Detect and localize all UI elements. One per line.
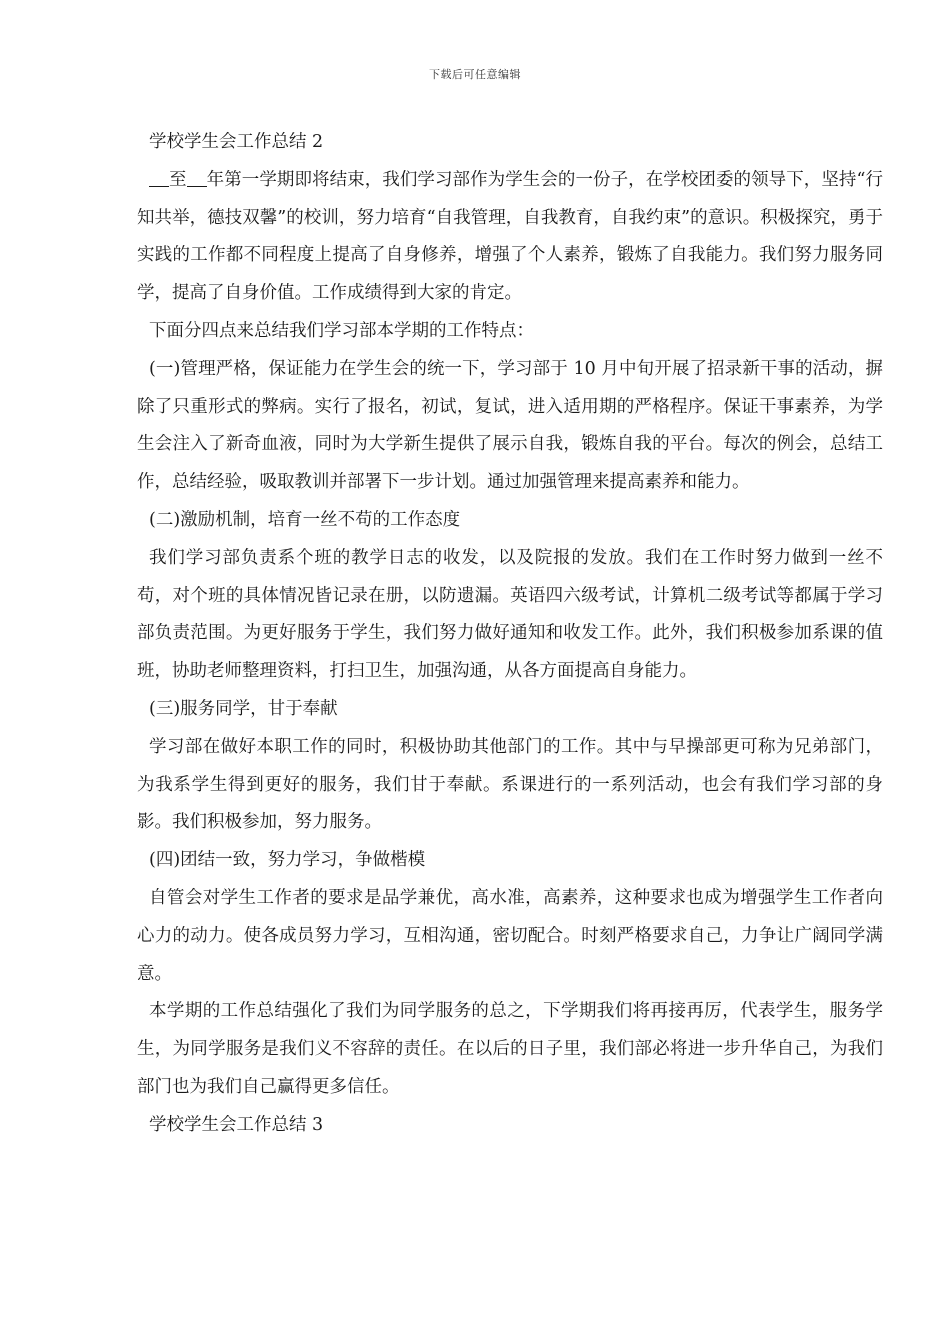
section-1-paragraph: (一)管理严格，保证能力在学生会的统一下，学习部于 10 月中旬开展了招录新干事的活动，摒除了只重形式的弊病。实行了报名，初试，复试，进入适用期的严格程序。保证干事素养，为学生会注入了新奇血液，同时为大学新生提供了展示自我，锻炼自我的平台。每次的例会，总结工作，总结经验，吸取教训并部署下一步计划。通过加强管理来提高素养和能力。 xyxy=(137,358,883,493)
section-4-heading: (四)团结一致，努力学习，争做楷模 xyxy=(149,850,426,871)
section-3-heading: (三)服务同学，甘于奉献 xyxy=(149,698,338,719)
section-4-paragraph: 自管会对学生工作者的要求是品学兼优，高水准，高素养，这种要求也成为增强学生工作者向心力的动力。使各成员努力学习，互相沟通，密切配合。时刻严格要求自己，力争让广阔同学满意。 xyxy=(137,887,883,984)
section-title-3: 学校学生会工作总结 3 xyxy=(149,1114,324,1135)
blank-line xyxy=(149,168,169,187)
summary-lead: 下面分四点来总结我们学习部本学期的工作特点： xyxy=(149,320,534,341)
section-2-paragraph: 我们学习部负责系个班的教学日志的收发，以及院报的发放。我们在工作时努力做到一丝不苟，对个班的具体情况皆记录在册，以防遗漏。英语四六级考试，计算机二级考试等都属于学习部负责范围。为更好服务于学生，我们努力做好通知和收发工作。此外，我们积极参加系课的值班，协助老师整理资料，打扫卫生，加强沟通，从各方面提高自身能力。 xyxy=(137,547,883,682)
intro-paragraph xyxy=(137,162,883,313)
header-note: 下载后可任意编辑 xyxy=(429,68,521,81)
section-2-heading: (二)激励机制，培育一丝不苟的工作态度 xyxy=(149,509,461,530)
conclusion-paragraph: 本学期的工作总结强化了我们为同学服务的总之，下学期我们将再接再厉，代表学生，服务学生，为同学服务是我们义不容辞的责任。在以后的日子里，我们部必将进一步升华自己，为我们部门也为我们自己赢得更多信任。 xyxy=(137,1001,883,1097)
intro-part-1: 至 xyxy=(169,169,187,190)
document-body xyxy=(137,124,883,1145)
section-title-2: 学校学生会工作总结 2 xyxy=(149,132,324,152)
section-3-paragraph: 学习部在做好本职工作的同时，积极协助其他部门的工作。其中与早操部更可称为兄弟部门，为我系学生得到更好的服务，我们甘于奉献。系课进行的一系列活动，也会有我们学习部的身影。我们积极参加，努力服务。 xyxy=(137,736,883,833)
intro-part-2: 年第一学期即将结束，我们学习部作为学生会的一份子，在学校团委的领导下，坚持“行知共举，德技双馨”的校训，努力培育“自我管理，自我教育，自我约束”的意识。积极探究，勇于实践的工作都不同程度上提高了自身修养，增强了个人素养，锻炼了自我能力。我们努力服务同学，提高了自身价值。工作成绩得到大家的肯定。 xyxy=(137,169,883,304)
blank-line xyxy=(187,168,207,187)
